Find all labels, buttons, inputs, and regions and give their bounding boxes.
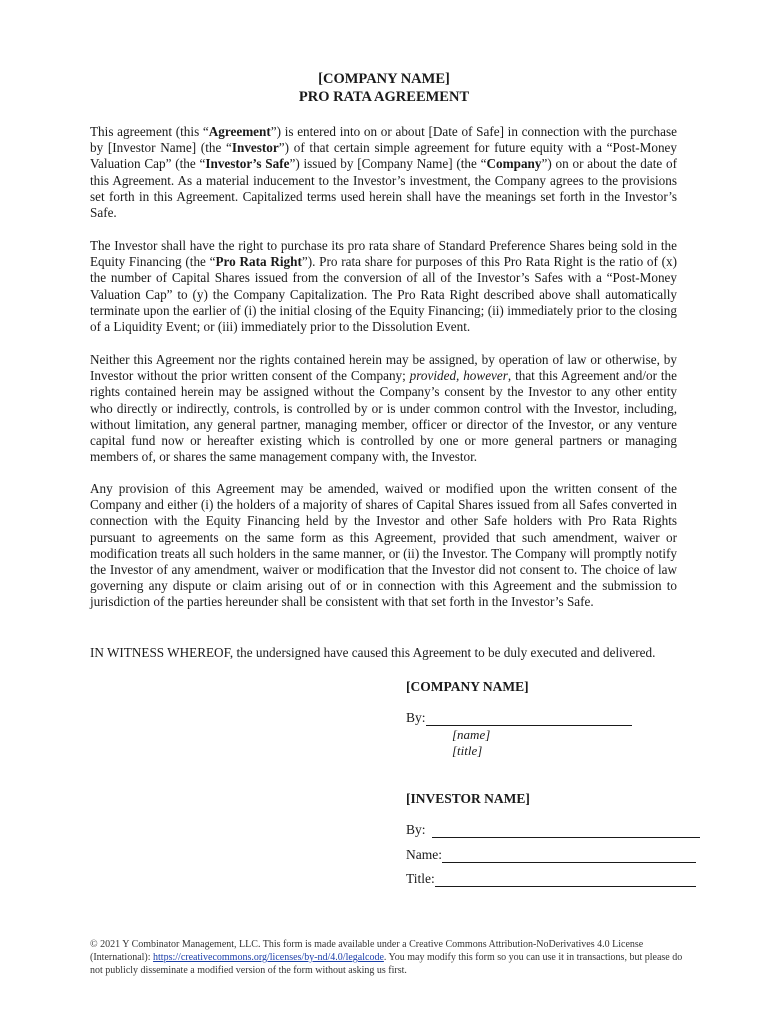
investor-title-label: Title:: [406, 871, 435, 886]
p2-text-c: ”). Pro rata share for purposes of this Pro Rata Right is the ratio of (x) the number of Capital Shares issued from the conversion of all of the Investor’s Safes with a “Post-Money Valuation Cap” to (y) the Company Capitalization. The Pro Rata Right described above shall automatically terminate upon the earlier of (i) the initial closing of the Equity Financing; (ii) immediately prior to the closing of a Liquidity Event; or (iii) immediately prior to the Dissolution Event.: [90, 254, 678, 335]
p1-term-company: Company: [486, 156, 542, 172]
p1-text-i: ”) on or about the date of this Agreement. As a material inducement to the Investor’s investment, the Company agrees to the provisions set forth in this Agreement. Capitalized terms used herein shall have the meanings set forth in the Investor’s Safe.: [90, 156, 677, 221]
p3-text-c: , that this Agreement and/or the rights contained herein may be assigned without the Company’s consent by the Investor to any other entity who directly or indirectly, controls, is controlled by or is under common control with the Investor, including, without limitation, any general partner, managing member, officer or director of the Investor, or any venture capital fund now or hereafter existing which is controlled by one or more general partners or managing members of, or shares the same management company with, the Investor.: [90, 368, 677, 465]
p2-term-pro-rata-right: Pro Rata Right: [215, 254, 302, 270]
paragraph-pro-rata-right: [90, 238, 677, 335]
p1-text-a: This agreement (this “: [90, 124, 209, 139]
investor-title-line[interactable]: [435, 872, 696, 887]
p1-term-investors-safe: Investor’s Safe: [205, 156, 290, 172]
p1-term-investor: Investor: [231, 140, 279, 156]
p3-provided-however: provided, however: [409, 368, 508, 384]
p1-text-e: ”) of that certain simple agreement for future equity with a “Post-Money Valuation Cap” (the “: [90, 140, 677, 172]
paragraph-amendment: Any provision of this Agreement may be amended, waived or modified upon the written consent of the Company and either (i) the holders of a majority of shares of Capital Shares issued from all Safes converted in connection with the Equity Financing held by the Investor and other Safe holders with Pro Rata Rights pursuant to agreements on the same form as this Agreement, provided that such amendment, waiver or modification treats all such holders in the same manner, or (ii) the Investor. The Company will promptly notify the Investor of any amendment, waiver or modification that the Investor did not consent to. The choice of law governing any dispute or claim arising out of or in connection with this Agreement and the submission to jurisdiction of the parties hereunder shall be consistent with that set forth in the Investor’s Safe.: [90, 481, 677, 610]
footer-text-b: . You may modify this form so you can use it in transactions, but please do not publicly disseminate a modified version of the form without asking us first.: [90, 952, 683, 976]
company-name-placeholder: [name]: [452, 727, 491, 742]
p1-text-g: ”) issued by [Company Name] (the “: [289, 156, 487, 172]
company-name-heading: [COMPANY NAME]: [318, 71, 450, 87]
investor-by-row: [406, 822, 700, 838]
investor-signature-heading: [INVESTOR NAME]: [406, 791, 530, 806]
footer-text-a: © 2021 Y Combinator Management, LLC. This form is made available under a Creative Commons Attribution-NoDerivatives 4.0 License (International):: [90, 939, 644, 963]
p1-text-c: ”) is entered into on or about [Date of Safe] in connection with the purchase by [Investor Name] (the “: [90, 124, 677, 156]
paragraph-assignment: [90, 352, 677, 465]
company-title-placeholder: [title]: [452, 743, 483, 758]
company-by-label: By:: [406, 710, 426, 725]
license-footer: [90, 938, 690, 977]
paragraph-intro: [90, 124, 677, 221]
p2-text-a: The Investor shall have the right to purchase its pro rata share of Standard Preference Shares being sold in the Equity Financing (the “: [90, 238, 677, 270]
investor-name-line[interactable]: [442, 848, 696, 863]
company-signature-heading: [COMPANY NAME]: [406, 679, 529, 694]
paragraph-witness: IN WITNESS WHEREOF, the undersigned have caused this Agreement to be duly executed and delivered.: [90, 645, 656, 660]
investor-signature-line[interactable]: [432, 823, 700, 838]
document-title: PRO RATA AGREEMENT: [298, 89, 470, 105]
investor-title-row: [406, 871, 696, 887]
company-signature-line[interactable]: [426, 711, 632, 726]
investor-by-label: By:: [406, 822, 426, 837]
license-link[interactable]: https://creativecommons.org/licenses/by-nd/4.0/legalcode: [153, 952, 384, 963]
investor-name-row: [406, 847, 696, 863]
investor-name-label: Name:: [406, 847, 442, 862]
p1-term-agreement: Agreement: [208, 124, 271, 139]
p3-text-a: Neither this Agreement nor the rights contained herein may be assigned, by operation of law or otherwise, by Investor without the prior written consent of the Company;: [90, 352, 677, 384]
company-by-row: [406, 710, 632, 726]
